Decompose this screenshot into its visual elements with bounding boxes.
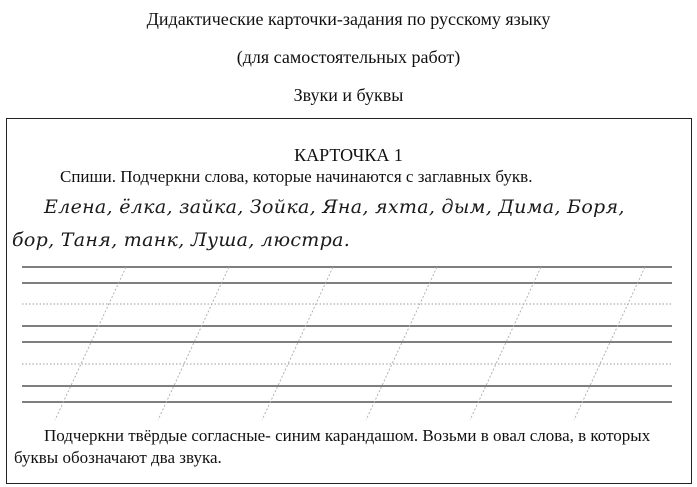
page-title: Дидактические карточки-задания по русскому языку — [146, 9, 551, 29]
cursive-words-line-2: бор, Таня, танк, Луша, люстра. — [12, 229, 351, 251]
slant-guide-lines — [55, 267, 645, 420]
task-instruction: Спиши. Подчеркни слова, которые начинаются с заглавных букв. — [60, 167, 533, 186]
cursive-words-line-1: Елена, ёлка, зайка, Зойка, Яна, яхта, дым, Дима, Боря, — [44, 196, 625, 218]
page-subtitle: (для самостоятельных работ) — [236, 47, 461, 67]
topic-heading: Звуки и буквы — [293, 85, 404, 105]
writing-line-group-2 — [22, 326, 672, 364]
card-title: КАРТОЧКА 1 — [294, 145, 403, 165]
task-2-instruction: Подчеркни твёрдые согласные- синим карандашом. Возьми в овал слова, в которых буквы обозначают два звука. — [14, 426, 651, 467]
writing-line-group-3 — [22, 386, 672, 402]
writing-line-group-1 — [22, 267, 672, 304]
